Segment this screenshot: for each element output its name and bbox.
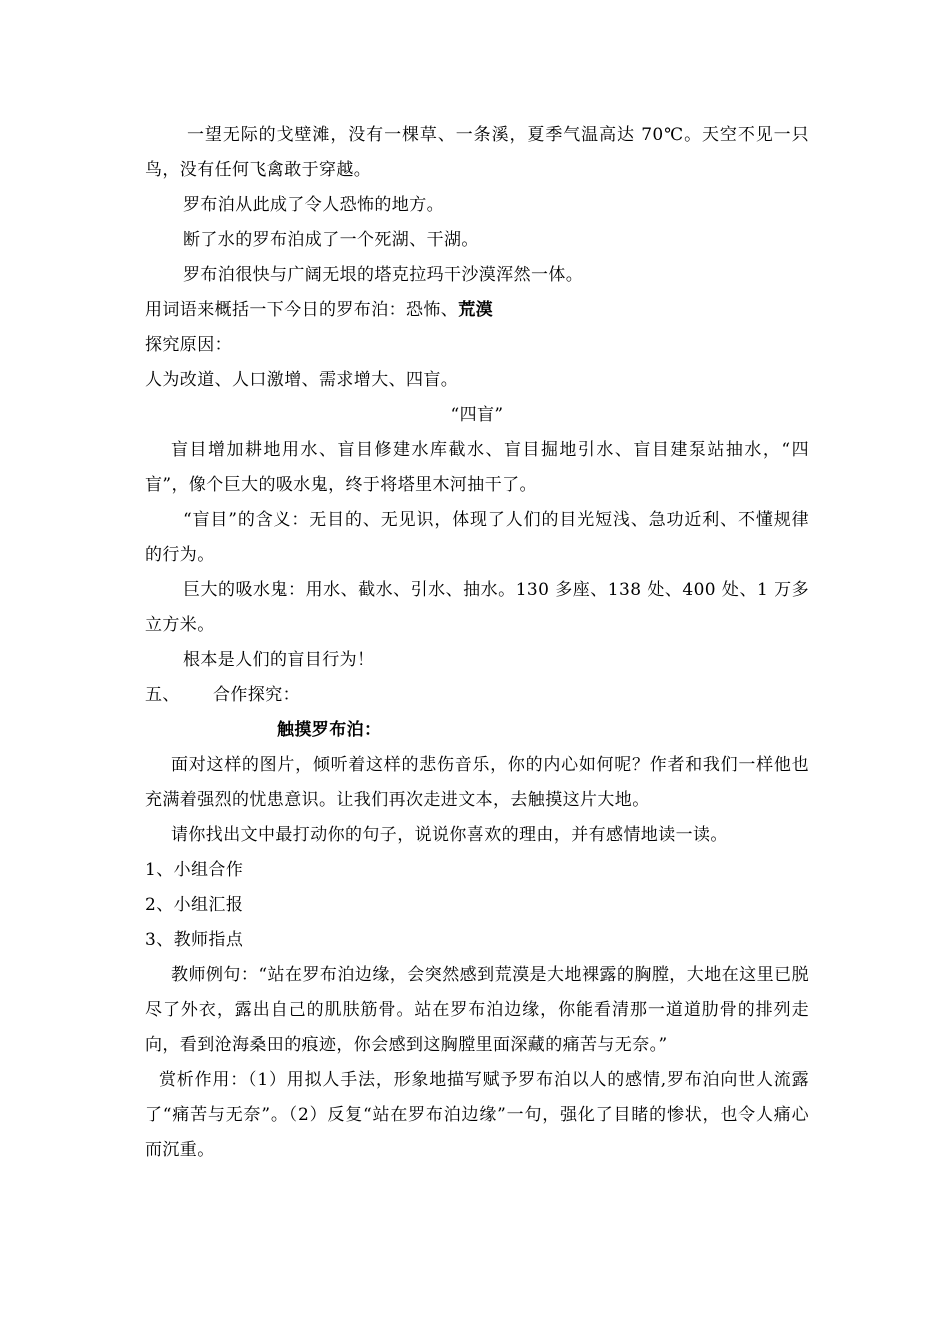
heading-touch-lop-nur: 触摸罗布泊： — [277, 720, 382, 740]
paragraph-dead-lake: 断了水的罗布泊成了一个死湖、干湖。 — [183, 230, 479, 250]
section-five-title: 合作探究： — [213, 685, 300, 705]
paragraph-causes: 人为改道、人口激增、需求增大、四盲。 — [145, 370, 459, 390]
paragraph-root-cause: 根本是人们的盲目行为！ — [183, 650, 375, 670]
paragraph-summary-words — [145, 293, 809, 328]
list-item-group-work: 1、小组合作 — [145, 860, 244, 880]
paragraph-facing-images: 面对这样的图片，倾听着这样的悲伤音乐，你的内心如何呢？作者和我们一样他也充满着强烈的忧患意识。让我们再次走进文本，去触摸这片大地。 — [145, 755, 809, 810]
paragraph-appreciation: 赏析作用：（1）用拟人手法，形象地描写赋予罗布泊以人的感情,罗布泊向世人流露了“痛苦与无奈”。（2）反复“站在罗布泊边缘”一句，强化了目睹的惨状，也令人痛心而沉重。 — [145, 1070, 809, 1160]
summary-words-bold: 荒漠 — [458, 300, 494, 320]
paragraph-explore-cause: 探究原因： — [145, 335, 232, 355]
section-five-heading — [145, 678, 809, 713]
summary-words-text: 用词语来概括一下今日的罗布泊：恐怖、 — [145, 300, 459, 320]
paragraph-gobi: 一望无际的戈壁滩，没有一棵草、一条溪，夏季气温高达 70℃。天空不见一只鸟，没有任何飞禽敢于穿越。 — [145, 125, 809, 180]
paragraph-terror: 罗布泊从此成了令人恐怖的地方。 — [183, 195, 444, 215]
document-body — [145, 118, 809, 1168]
paragraph-blind-meaning: “盲目”的含义：无目的、无见识，体现了人们的目光短浅、急功近利、不懂规律的行为。 — [145, 510, 809, 565]
list-item-group-report: 2、小组汇报 — [145, 895, 244, 915]
heading-four-blind: “四盲” — [450, 405, 504, 425]
paragraph-water-ghost: 巨大的吸水鬼：用水、截水、引水、抽水。130 多座、138 处、400 处、1 万多立方米。 — [145, 580, 809, 635]
list-item-teacher-guide: 3、教师指点 — [145, 930, 244, 950]
paragraph-desert-merge: 罗布泊很快与广阔无垠的塔克拉玛干沙漠浑然一体。 — [183, 265, 584, 285]
paragraph-teacher-example: 教师例句：“站在罗布泊边缘，会突然感到荒漠是大地裸露的胸膛，大地在这里已脱尽了外衣，露出自己的肌肤筋骨。站在罗布泊边缘，你能看清那一道道肋骨的排列走向，看到沧海桑田的痕迹，你会感到这胸膛里面深藏的痛苦与无奈。” — [145, 965, 809, 1055]
paragraph-four-blind: 盲目增加耕地用水、盲目修建水库截水、盲目掘地引水、盲目建泵站抽水，“四盲”，像个巨大的吸水鬼，终于将塔里木河抽干了。 — [145, 440, 809, 495]
section-five-number: 五、 — [145, 685, 180, 705]
paragraph-find-sentence: 请你找出文中最打动你的句子，说说你喜欢的理由，并有感情地读一读。 — [171, 825, 728, 845]
